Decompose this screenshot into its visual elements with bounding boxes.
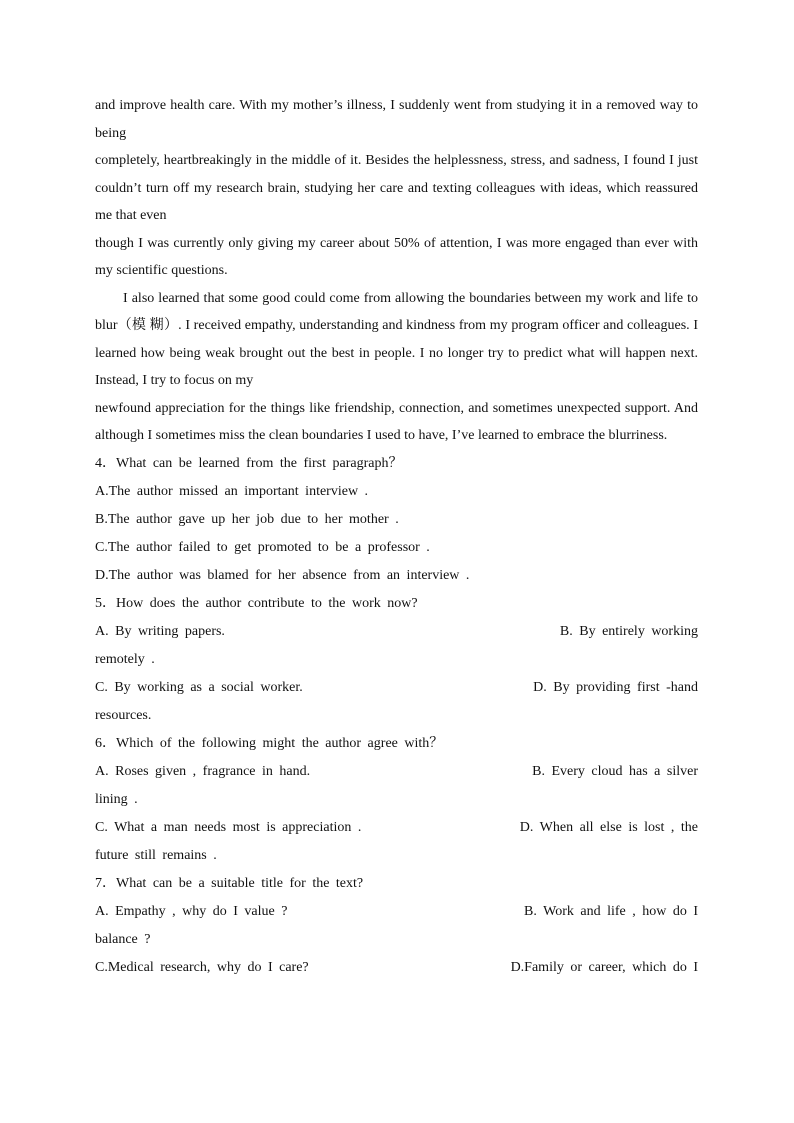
option-c: C.Medical research, why do I care? — [95, 959, 309, 975]
question-stem: 7．What can be a suitable title for the text? — [95, 875, 364, 891]
option-d-continued: resources. — [95, 707, 152, 723]
option-row — [95, 898, 698, 926]
question-7 — [95, 870, 698, 982]
option-row — [95, 814, 698, 842]
option-b-continued: remotely . — [95, 651, 155, 667]
option-row — [95, 954, 698, 982]
option-c: C.The author failed to get promoted to be a professor . — [95, 539, 430, 555]
passage-paragraph: I also learned that some good could come from allowing the boundaries between my work and life to blur（模 糊）. I received empathy, understanding and kindness from my program officer and colleagues. I learned how being weak brought out the best in people. I no longer try to predict what will happen next. Instead, I try to focus on my — [95, 290, 698, 388]
option-d: D. By providing first -hand — [533, 679, 698, 695]
option-c: C. By working as a social worker. — [95, 679, 303, 695]
question-stem: 6．Which of the following might the author agree with？ — [95, 735, 444, 751]
passage-paragraph: though I was currently only giving my career about 50% of attention, I was more engaged than ever with my scientific questions. — [95, 235, 698, 278]
page-content — [95, 92, 698, 982]
option-d: D.The author was blamed for her absence from an interview . — [95, 567, 470, 583]
question-6 — [95, 730, 698, 870]
option-d: D.Family or career, which do I — [510, 959, 698, 975]
question-stem: 4．What can be learned from the first paragraph？ — [95, 455, 403, 471]
question-4 — [95, 450, 698, 590]
option-b: B. Every cloud has a silver — [532, 763, 698, 779]
passage-paragraph: and improve health care. With my mother’s illness, I suddenly went from studying it in a removed way to being — [95, 98, 698, 141]
reading-passage — [95, 92, 698, 450]
option-b-continued: lining . — [95, 791, 138, 807]
question-stem: 5．How does the author contribute to the work now? — [95, 595, 418, 611]
passage-paragraph: newfound appreciation for the things like friendship, connection, and sometimes unexpected support. And although I sometimes miss the clean boundaries I used to have, I’ve learned to embrace the blurriness. — [95, 400, 698, 443]
option-b: B.The author gave up her job due to her mother . — [95, 511, 399, 527]
option-a: A. Empathy , why do I value ? — [95, 903, 288, 919]
option-c: C. What a man needs most is appreciation . — [95, 819, 362, 835]
option-a: A. By writing papers. — [95, 623, 225, 639]
option-d-continued: future still remains . — [95, 847, 217, 863]
option-a: A.The author missed an important interview . — [95, 483, 369, 499]
option-b: B. Work and life , how do I — [524, 903, 698, 919]
option-b: B. By entirely working — [559, 623, 698, 639]
option-row — [95, 674, 698, 702]
option-a: A. Roses given , fragrance in hand. — [95, 763, 311, 779]
passage-paragraph: completely, heartbreakingly in the middle of it. Besides the helplessness, stress, and sadness, I found I just couldn’t turn off my research brain, studying her care and texting colleagues with ideas, which reassured me that even — [95, 153, 698, 223]
option-row — [95, 758, 698, 786]
option-d: D. When all else is lost , the — [519, 819, 698, 835]
question-5 — [95, 590, 698, 730]
option-row — [95, 618, 698, 646]
option-b-continued: balance ? — [95, 931, 151, 947]
